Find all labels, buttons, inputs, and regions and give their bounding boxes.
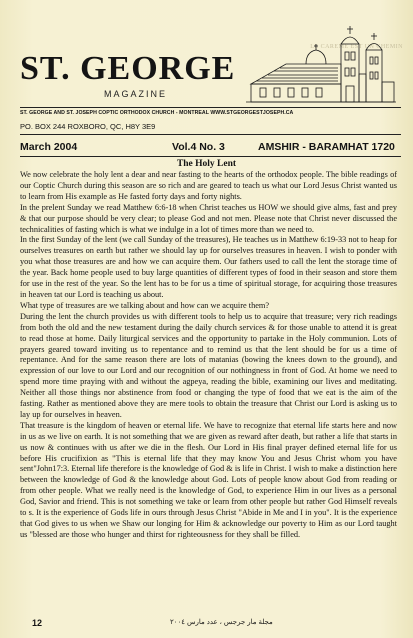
page-number: 12 — [32, 618, 43, 628]
article-paragraph: During the lent the church provides us with different tools to help us to acquire that treasure; very rich readings from both the old and the new testament during the daily church services & for those unable to attend it is great to read those at home. Daily liturgical services and the opportunity to partake in the Holy communion. Lots of prayers geared toward inviting us to repentance and to remind us that the lent should be for us a time of repentance. And for the same reason there are lots of matanias (bowing the knees down to the ground), and expression of our love to our Lord and our recognition of our nothingness in front of God. At home we need to spend more time praying with and without the agpeya, reading the bible, examining our lives and meditating. Neither all those things nor abstinence from food or changing the type of food that we eat is the aim of the fasting. Rather as mentioned above they are mere tools to obtain the treasure that Christ our Lord is asking us to lay up for ourselves in heaven. — [20, 311, 397, 419]
article-paragraph: In the prelent Sunday we read Matthew 6:6-18 when Christ teaches us HOW we should give alms, fast and prey & that our purpose should be very clear; to please God and not men. Please note that Christ never discussed the technicalities of fasting which is what we indulge in a lot of times more than we need to. — [20, 202, 397, 234]
bleed-through-text: LE CAREME EST UN CHEMIN — [310, 44, 403, 50]
magazine-title: ST. GEORGE — [20, 50, 236, 87]
magazine-subtitle: MAGAZINE — [104, 89, 168, 99]
article-body — [20, 170, 397, 541]
article-paragraph: That treasure is the kingdom of heaven or eternal life. We have to recognize that eternal life starts here and now in us as we live on earth. It is not something that we are given as reward after death, but rather a life that starts in us now & continues with us after we die in the flesh. Our Lord in His final prayer defined eternal life for us before His crucifixion as "This is eternal life that they may know You and Jesus Christ whom you have sent"John17:3. Eternal life therefore is the knowledge of God & is life in Christ. I wish to make a distinction here between the knowledge of God & the knowledge about God. Lots of people know about God from reading or from other people. What we really need is the knowledge of God, to experience Him in our lives as a personal God, Savior and friend. This is not something we take or learn from other people but rather God Himself reveals to s. It is the experience of Gods life in ours through Jesus Christ "Abide in Me and I in you". It is the experience that God gives to us when we Shaw our longing for Him & acknowledge our poverty to Him as our Lord taught us "blessed are those who hunger and thirst for righteousness for they shall be filled. — [20, 420, 397, 539]
arabic-footer-caption: مجلة مار جرجس ، عدد مارس ٢٠٠٤ — [170, 619, 273, 626]
header-rule-bottom — [20, 156, 401, 157]
church-name-url: ST. GEORGE AND ST. JOSEPH COPTIC ORTHODOX CHURCH - MONTREAL WWW.STGEORGESTJOSEPH.CA — [20, 110, 294, 116]
page-footer — [0, 616, 413, 630]
issue-date: March 2004 — [20, 141, 78, 153]
issue-volume: Vol.4 No. 3 — [172, 141, 225, 153]
article-title: The Holy Lent — [176, 159, 237, 169]
issue-info-row — [20, 141, 401, 155]
coptic-date: AMSHIR - BARAMHAT 1720 — [258, 141, 395, 153]
postal-address: PO. BOX 244 ROXBORO, QC, H8Y 3E9 — [20, 122, 156, 131]
article-paragraph: What type of treasures are we talking about and how can we acquire them? — [20, 300, 270, 310]
church-illustration — [246, 24, 396, 106]
article-paragraph: We now celebrate the holy lent a dear and near fasting to the hearts of the orthodox people. The bible readings of our Coptic Church during this season are so rich and are geared to teach us what our Lord Jesus Christ wanted us to learn from His example as He fasted forty days and forty nights. — [20, 170, 397, 201]
header-rule-top — [20, 107, 401, 108]
header-rule-mid — [20, 134, 401, 135]
article-paragraph: In the first Sunday of the lent (we call Sunday of the treasures), He teaches us in Matthew 6:19-33 not to heap for ourselves treasures on earth but rather we should lay up for ourselves treasures in heaven. I wish to ponder with you what those treasures are and how we can acquire them. Our fathers used to call the lent the storage time of the year. Back home people used to buy large quantities of different types of food in their season and store them for use in the rest of the year. So the lent has to be for us a time of spiritual storage, for acquiring those treasures in heaven tat our Lord is teaching us about. — [20, 235, 397, 299]
